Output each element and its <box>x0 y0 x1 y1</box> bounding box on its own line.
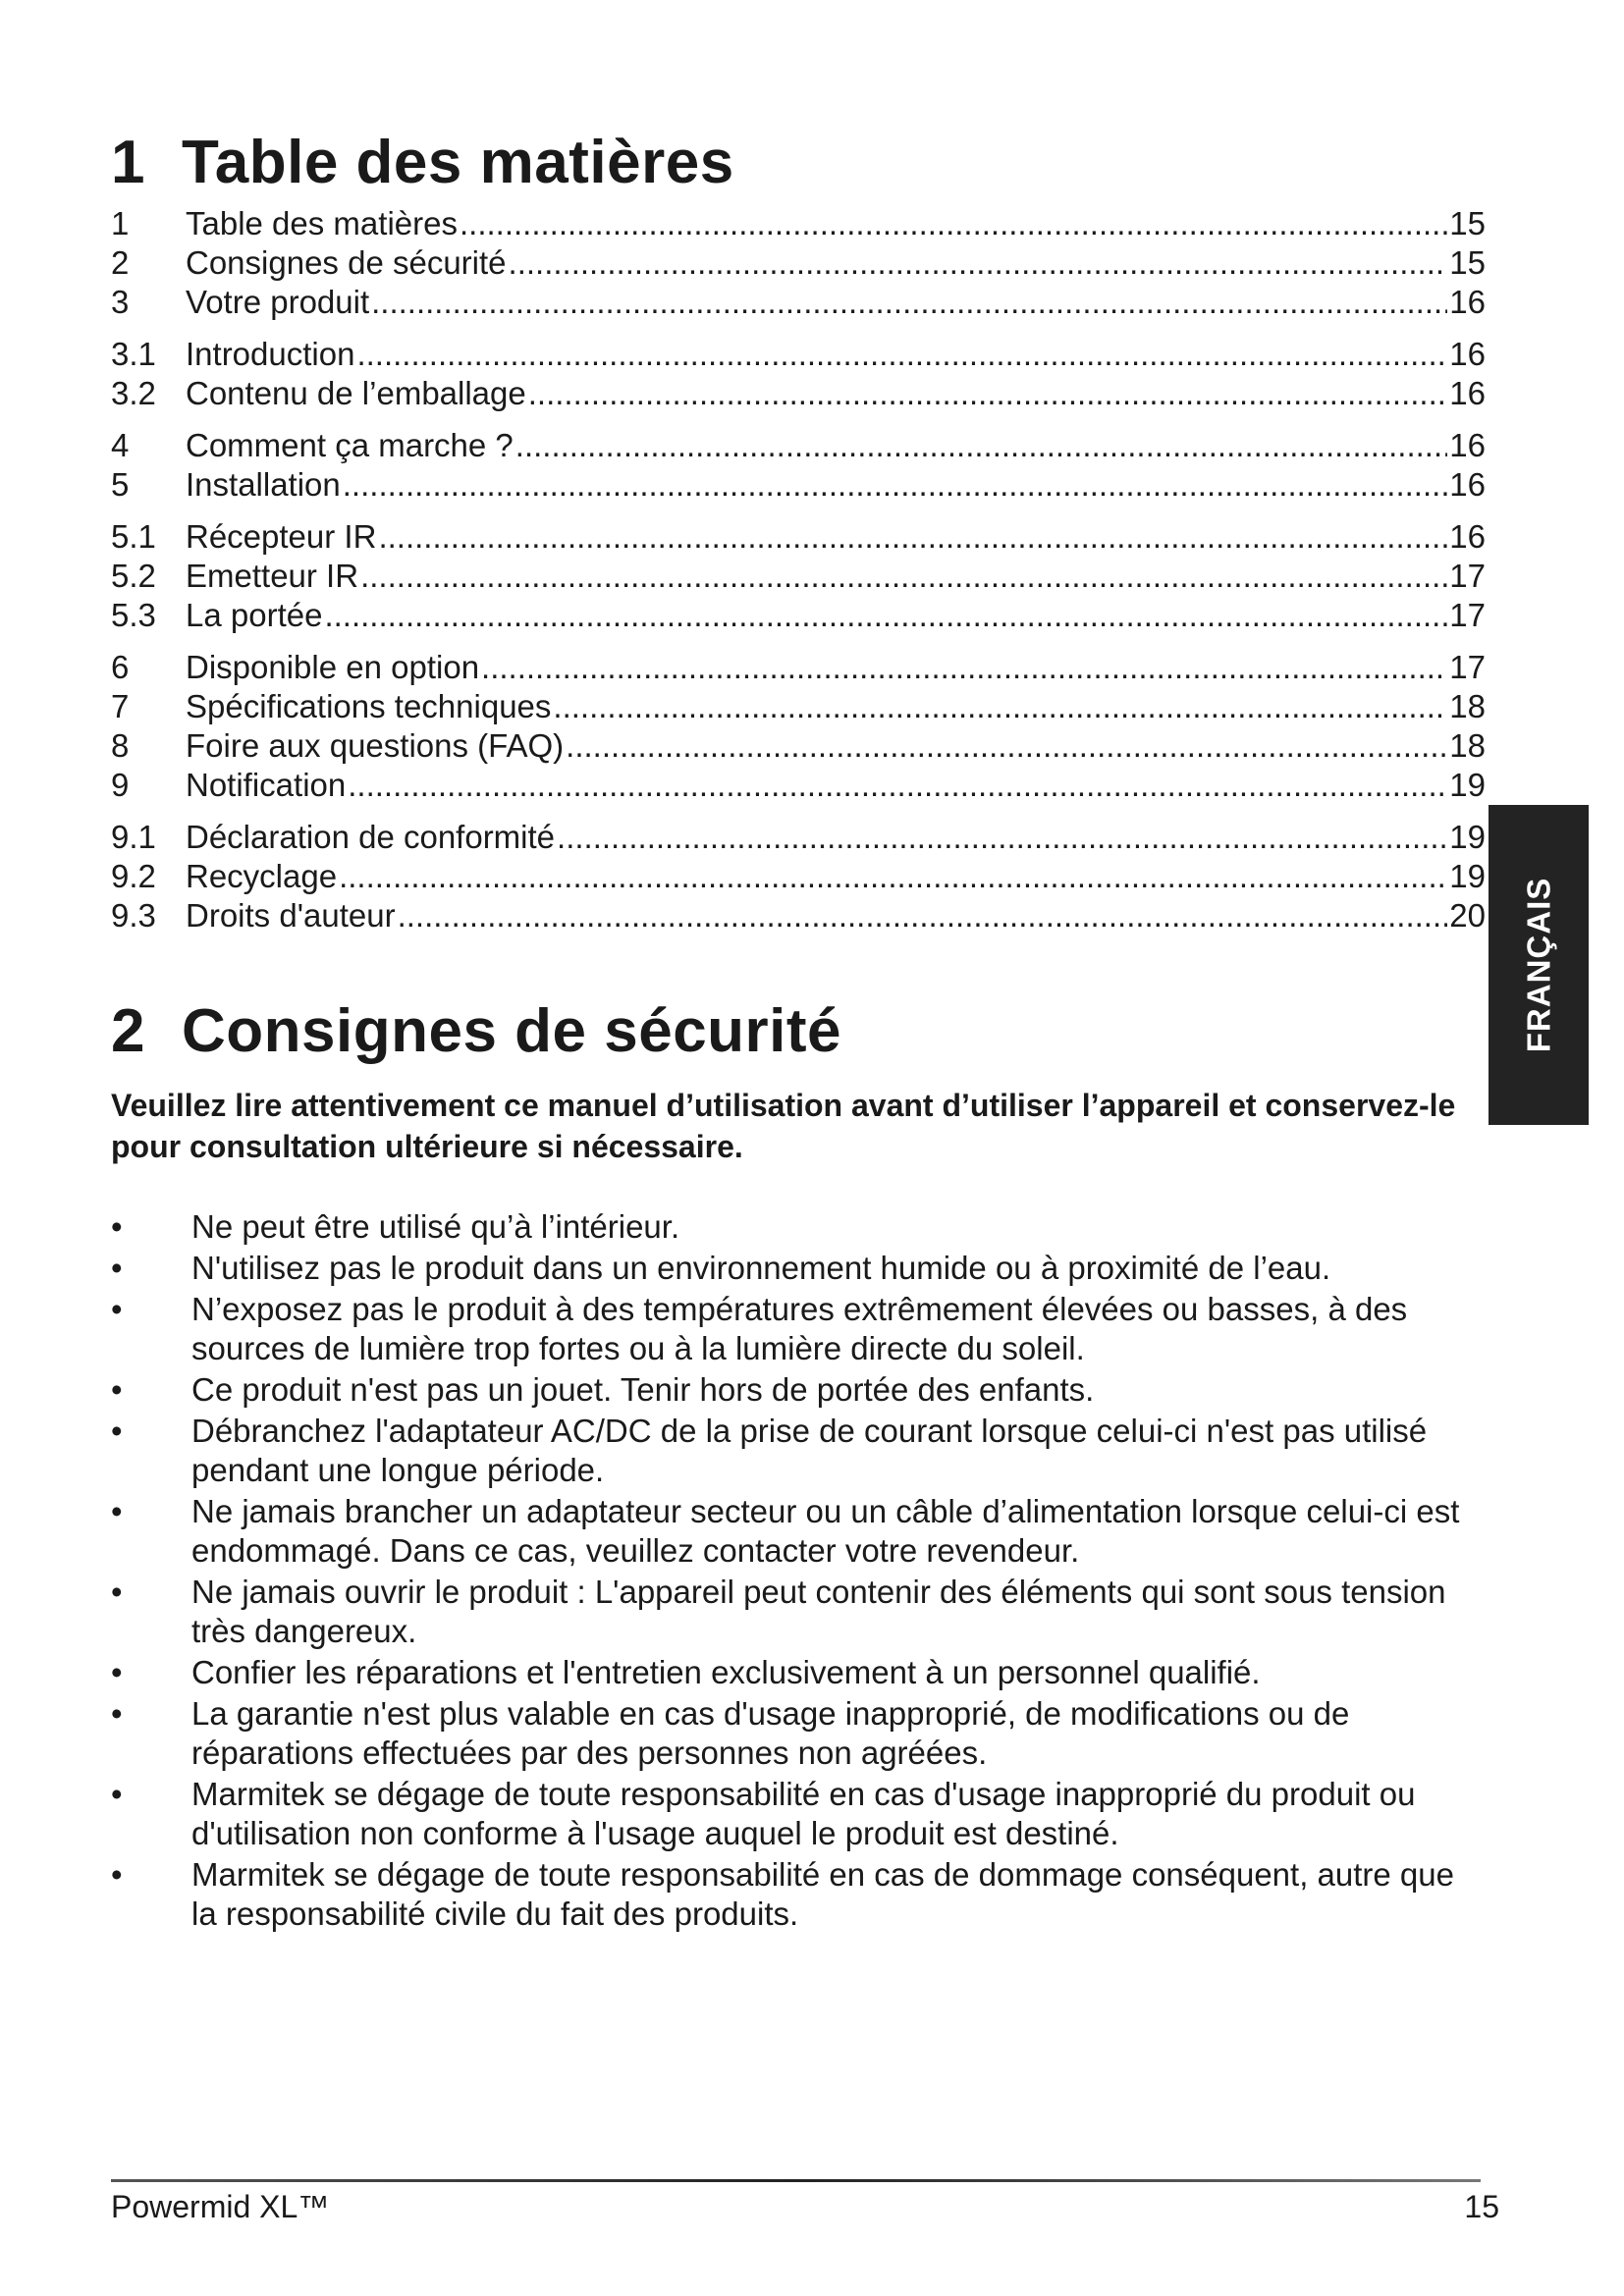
safety-heading-text: Consignes de sécurité <box>182 997 842 1065</box>
list-item-text: Ne peut être utilisé qu’à l’intérieur. <box>191 1208 680 1245</box>
list-item <box>111 1207 1466 1247</box>
toc-entry[interactable] <box>111 465 1486 505</box>
toc-entry[interactable] <box>111 374 1486 413</box>
toc-entry-page: 16 <box>1449 466 1486 503</box>
toc-leader-dots <box>360 557 1447 596</box>
toc-leader-dots <box>566 726 1447 766</box>
toc-leader-dots <box>528 374 1448 413</box>
toc-entry-label: Emetteur IR <box>186 558 359 594</box>
toc-entry[interactable] <box>111 557 1486 596</box>
bullet-icon: • <box>111 1856 123 1893</box>
toc-entry-number: 5.2 <box>111 558 156 594</box>
bullet-icon: • <box>111 1776 123 1812</box>
toc-entry[interactable] <box>111 517 1486 557</box>
toc-leader-dots <box>553 687 1447 726</box>
toc-heading-number: 1 <box>111 129 145 196</box>
toc-entry-page: 17 <box>1449 649 1486 685</box>
toc-entry-number: 1 <box>111 205 130 241</box>
toc-entry-label: Disponible en option <box>186 649 480 685</box>
toc-entry-page: 19 <box>1449 819 1486 855</box>
toc-entry-number: 5.1 <box>111 518 156 555</box>
toc-leader-dots <box>515 426 1447 465</box>
toc-entry[interactable] <box>111 243 1486 283</box>
bullet-icon: • <box>111 1493 123 1529</box>
toc-heading-text: Table des matières <box>182 129 734 196</box>
toc-entry[interactable] <box>111 335 1486 374</box>
language-tab <box>1489 805 1589 1125</box>
footer-divider <box>111 2179 1481 2182</box>
toc-leader-dots <box>356 335 1447 374</box>
toc-entry[interactable] <box>111 896 1486 935</box>
toc-entry-number: 3.2 <box>111 375 156 411</box>
toc-entry-label: Déclaration de conformité <box>186 819 556 855</box>
toc-entry-number: 5.3 <box>111 597 156 633</box>
toc-entry-label: Votre produit <box>186 284 370 320</box>
bullet-icon: • <box>111 1208 123 1245</box>
toc-entry-page: 20 <box>1449 897 1486 934</box>
toc-entry-number: 2 <box>111 244 130 281</box>
list-item <box>111 1492 1466 1571</box>
footer-page-number: 15 <box>1464 2189 1499 2224</box>
toc-entry[interactable] <box>111 766 1486 805</box>
list-item-text: La garantie n'est plus valable en cas d'usage inapproprié, de modifications ou de réparations effectuées par des personnes non agréées. <box>191 1695 1350 1771</box>
safety-heading-number: 2 <box>111 997 145 1065</box>
toc-entry-number: 3.1 <box>111 336 156 372</box>
toc-entry[interactable] <box>111 283 1486 322</box>
safety-intro: Veuillez lire attentivement ce manuel d’utilisation avant d’utiliser l’appareil et conservez-le pour consultation ultérieure si nécessaire. <box>111 1088 1456 1164</box>
toc-leader-dots <box>481 648 1447 687</box>
list-item <box>111 1290 1466 1368</box>
bullet-icon: • <box>111 1413 123 1449</box>
toc-entry-label: Introduction <box>186 336 355 372</box>
list-item-text: Ce produit n'est pas un jouet. Tenir hors de portée des enfants. <box>191 1371 1095 1408</box>
toc-entry-page: 16 <box>1449 427 1486 463</box>
footer-product-name: Powermid XL™ <box>111 2189 330 2224</box>
toc-leader-dots <box>339 857 1447 896</box>
toc-leader-dots <box>324 596 1447 635</box>
toc-entry-page: 16 <box>1449 518 1486 555</box>
toc-entry[interactable] <box>111 204 1486 243</box>
toc-leader-dots <box>378 517 1447 557</box>
list-item-text: N’exposez pas le produit à des températures extrêmement élevées ou basses, à des sources de lumière trop fortes ou à la lumière directe du soleil. <box>191 1291 1408 1366</box>
list-item <box>111 1370 1466 1410</box>
bullet-icon: • <box>111 1371 123 1408</box>
toc-entry-page: 16 <box>1449 336 1486 372</box>
list-item-text: Ne jamais ouvrir le produit : L'appareil peut contenir des éléments qui sont sous tension très dangereux. <box>191 1574 1446 1649</box>
list-item <box>111 1573 1466 1651</box>
toc-entry[interactable] <box>111 818 1486 857</box>
toc-leader-dots <box>398 896 1448 935</box>
toc-entry-number: 9 <box>111 767 130 803</box>
toc-entry-number: 8 <box>111 727 130 764</box>
toc-entry-page: 19 <box>1449 858 1486 894</box>
bullet-icon: • <box>111 1695 123 1732</box>
toc-leader-dots <box>460 204 1447 243</box>
toc-entry-number: 3 <box>111 284 130 320</box>
toc-entry-page: 15 <box>1449 205 1486 241</box>
toc-entry-number: 9.3 <box>111 897 156 934</box>
list-item-text: Débranchez l'adaptateur AC/DC de la prise de courant lorsque celui-ci n'est pas utilisé pendant une longue période. <box>191 1413 1428 1488</box>
toc-entry[interactable] <box>111 596 1486 635</box>
toc-entry[interactable] <box>111 726 1486 766</box>
list-item-text: Marmitek se dégage de toute responsabilité en cas de dommage conséquent, autre que la responsabilité civile du fait des produits. <box>191 1856 1454 1932</box>
toc-leader-dots <box>557 818 1447 857</box>
list-item <box>111 1694 1466 1773</box>
toc-leader-dots <box>509 243 1448 283</box>
toc-entry[interactable] <box>111 857 1486 896</box>
safety-heading <box>111 997 842 1065</box>
toc-entry[interactable] <box>111 648 1486 687</box>
toc-entry-label: Table des matières <box>186 205 458 241</box>
toc-leader-dots <box>348 766 1447 805</box>
toc-entry-page: 17 <box>1449 597 1486 633</box>
safety-list <box>111 1207 1466 1936</box>
toc-entry-label: Récepteur IR <box>186 518 377 555</box>
table-of-contents <box>111 204 1486 935</box>
bullet-icon: • <box>111 1291 123 1327</box>
list-item <box>111 1653 1466 1692</box>
toc-entry-number: 6 <box>111 649 130 685</box>
toc-entry-number: 9.1 <box>111 819 156 855</box>
toc-entry-label: Spécifications techniques <box>186 688 552 724</box>
list-item-text: Confier les réparations et l'entretien exclusivement à un personnel qualifié. <box>191 1654 1261 1690</box>
toc-entry-page: 16 <box>1449 375 1486 411</box>
toc-entry-page: 16 <box>1449 284 1486 320</box>
toc-heading <box>111 129 734 196</box>
toc-entry-label: Installation <box>186 466 341 503</box>
toc-entry-page: 15 <box>1449 244 1486 281</box>
toc-entry-label: Notification <box>186 767 347 803</box>
toc-entry-label: Foire aux questions (FAQ) <box>186 727 565 764</box>
bullet-icon: • <box>111 1574 123 1610</box>
toc-entry-number: 4 <box>111 427 130 463</box>
toc-entry-number: 5 <box>111 466 130 503</box>
list-item-text: Ne jamais brancher un adaptateur secteur ou un câble d’alimentation lorsque celui-ci est endommagé. Dans ce cas, veuillez contacter votre revendeur. <box>191 1493 1460 1569</box>
list-item <box>111 1249 1466 1288</box>
toc-entry[interactable] <box>111 426 1486 465</box>
toc-entry-page: 17 <box>1449 558 1486 594</box>
bullet-icon: • <box>111 1250 123 1286</box>
toc-entry-number: 9.2 <box>111 858 156 894</box>
toc-entry-page: 18 <box>1449 727 1486 764</box>
list-item-text: Marmitek se dégage de toute responsabilité en cas d'usage inapproprié du produit ou d'utilisation non conforme à l'usage auquel le produit est destiné. <box>191 1776 1416 1851</box>
toc-entry-label: Consignes de sécurité <box>186 244 507 281</box>
toc-entry-label: Recyclage <box>186 858 338 894</box>
toc-entry-label: Contenu de l’emballage <box>186 375 526 411</box>
toc-entry-label: Comment ça marche ? <box>186 427 514 463</box>
bullet-icon: • <box>111 1654 123 1690</box>
toc-entry-page: 19 <box>1449 767 1486 803</box>
toc-entry-label: La portée <box>186 597 323 633</box>
toc-entry-label: Droits d'auteur <box>186 897 396 934</box>
toc-leader-dots <box>371 283 1447 322</box>
list-item-text: N'utilisez pas le produit dans un environnement humide ou à proximité de l’eau. <box>191 1250 1331 1286</box>
toc-entry-number: 7 <box>111 688 130 724</box>
list-item <box>111 1412 1466 1490</box>
toc-leader-dots <box>343 465 1448 505</box>
toc-entry-page: 18 <box>1449 688 1486 724</box>
list-item <box>111 1775 1466 1853</box>
language-tab-label: FRANÇAIS <box>1520 877 1556 1053</box>
list-item <box>111 1855 1466 1934</box>
toc-entry[interactable] <box>111 687 1486 726</box>
